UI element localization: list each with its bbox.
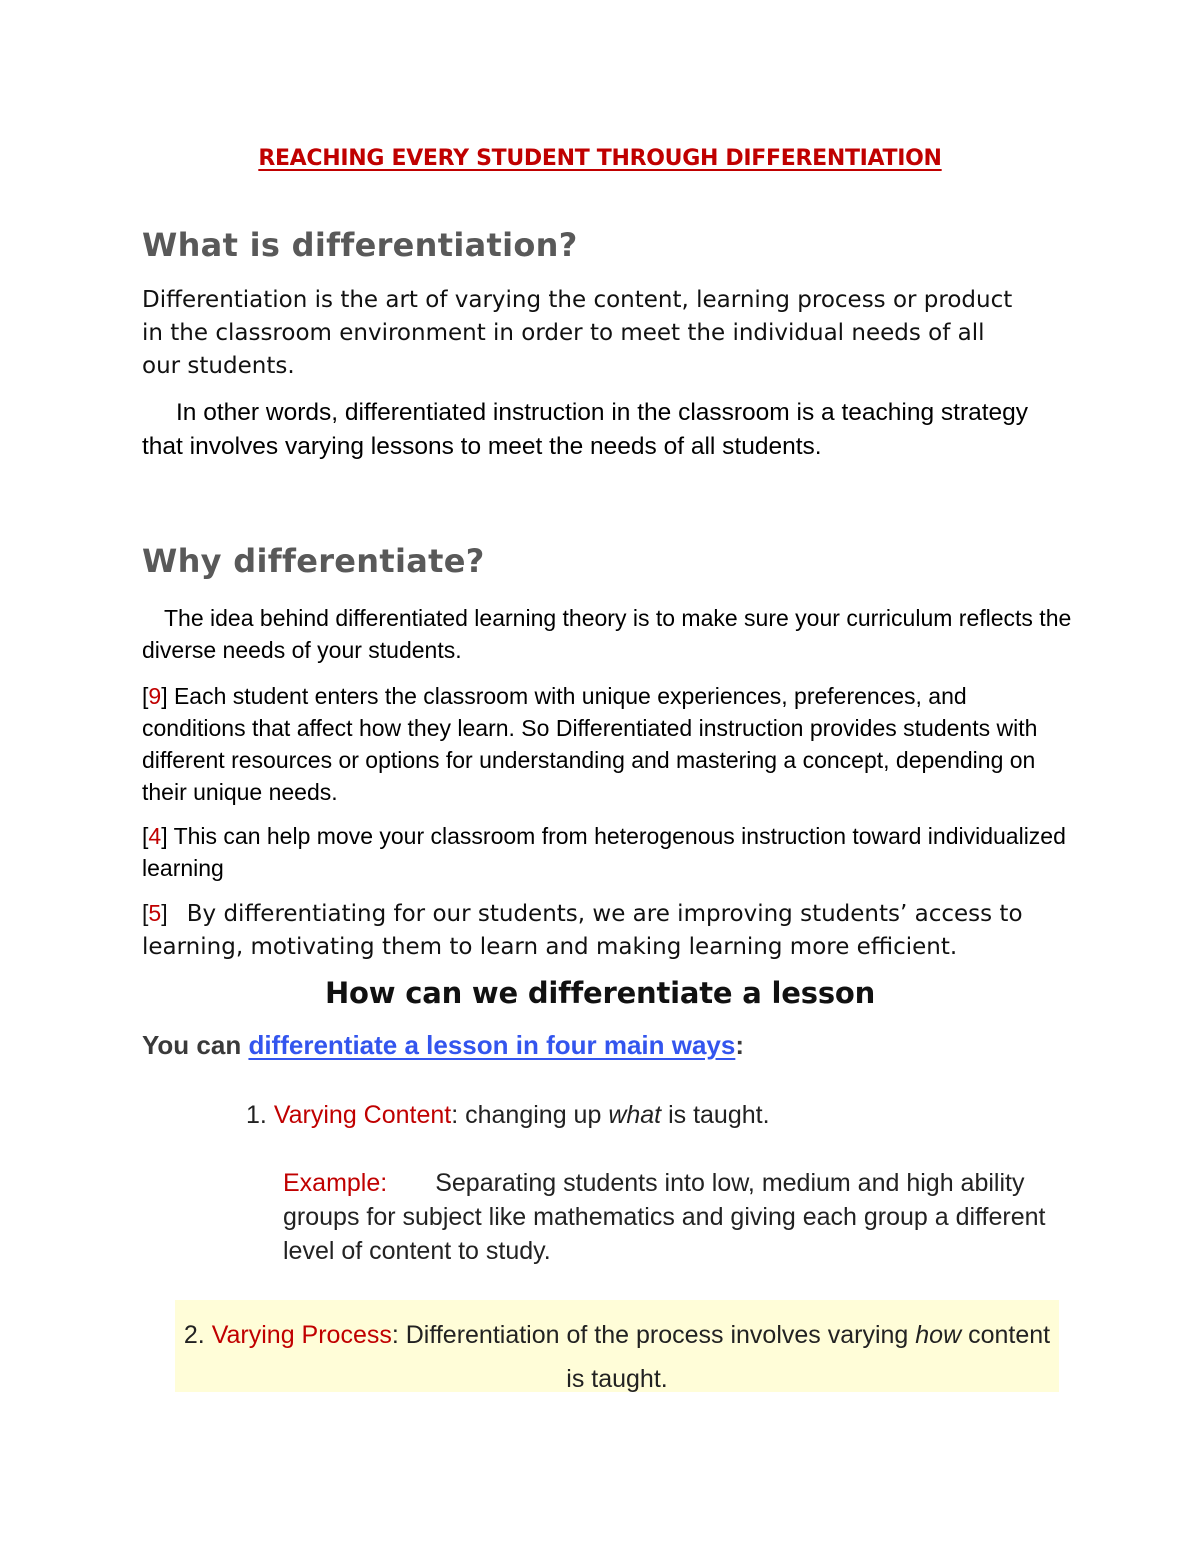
idea-paragraph: The idea behind differentiated learning theory is to make sure your curriculum reflects the diverse needs of your students. <box>142 605 1072 663</box>
four-main-ways-link[interactable]: differentiate a lesson in four main ways <box>248 1030 736 1060</box>
reference-5-paragraph: [5] By differentiating for our students, we are improving students’ access to learning, motivating them to learn and making learning more efficient. <box>142 900 1023 960</box>
reference-number: 5 <box>148 900 162 926</box>
reference-4-text: This can help move your classroom from heterogenous instruction toward individualized learning <box>142 823 1066 881</box>
reference-number: 4 <box>148 823 162 849</box>
example-label: Example: <box>283 1169 388 1197</box>
document-title: REACHING EVERY STUDENT THROUGH DIFFERENTIATION <box>258 146 942 171</box>
reference-9-paragraph: [9] Each student enters the classroom with unique experiences, preferences, and conditions that affect how they learn. So Differentiated instruction provides students with different resources or options for understanding and mastering a concept, depending on their unique needs. <box>142 683 1038 805</box>
reference-4-paragraph: [4] This can help move your classroom from heterogenous instruction toward individualized learning <box>142 823 1066 881</box>
definition-paragraph: Differentiation is the art of varying the content, learning process or product in the classroom environment in order to meet the individual needs of all our students. <box>142 287 1013 379</box>
emphasis-how: how <box>915 1321 962 1349</box>
heading-why-differentiate: Why differentiate? <box>142 542 485 580</box>
list-number: 1. <box>246 1101 267 1129</box>
reference-5-text: By differentiating for our students, we are improving students’ access to learning, motivating them to learn and making learning more efficient. <box>142 901 1023 960</box>
four-ways-intro <box>142 1030 744 1061</box>
in-other-words-paragraph: In other words, differentiated instruction in the classroom is a teaching strategy that involves varying lessons to meet the needs of all students. <box>142 399 1029 460</box>
emphasis-what: what <box>608 1101 662 1129</box>
list-number: 2. <box>183 1321 205 1349</box>
list-item-label: Varying Content <box>273 1101 452 1129</box>
reference-number: 9 <box>148 683 162 709</box>
reference-9-text: Each student enters the classroom with unique experiences, preferences, and conditions that affect how they learn. So Differentiated instruction provides students with different resources or options for understanding and mastering a concept, depending on their unique needs. <box>142 683 1038 805</box>
example-content <box>283 1166 1053 1268</box>
list-item-varying-content: 1. Varying Content: changing up what is taught. <box>246 1101 770 1129</box>
example-text: Separating students into low, medium and high ability groups for subject like mathematics and giving each group a different level of content to study. <box>283 1169 1046 1265</box>
heading-what-is-differentiation: What is differentiation? <box>142 226 578 264</box>
list-item-varying-process: 2. Varying Process: Differentiation of the process involves varying how content is taught. <box>183 1321 1051 1393</box>
list-item-label: Varying Process <box>211 1321 392 1349</box>
heading-how-can-we-differentiate: How can we differentiate a lesson <box>324 976 876 1010</box>
intro-suffix: : <box>735 1030 745 1060</box>
intro-prefix: You can <box>142 1030 242 1060</box>
